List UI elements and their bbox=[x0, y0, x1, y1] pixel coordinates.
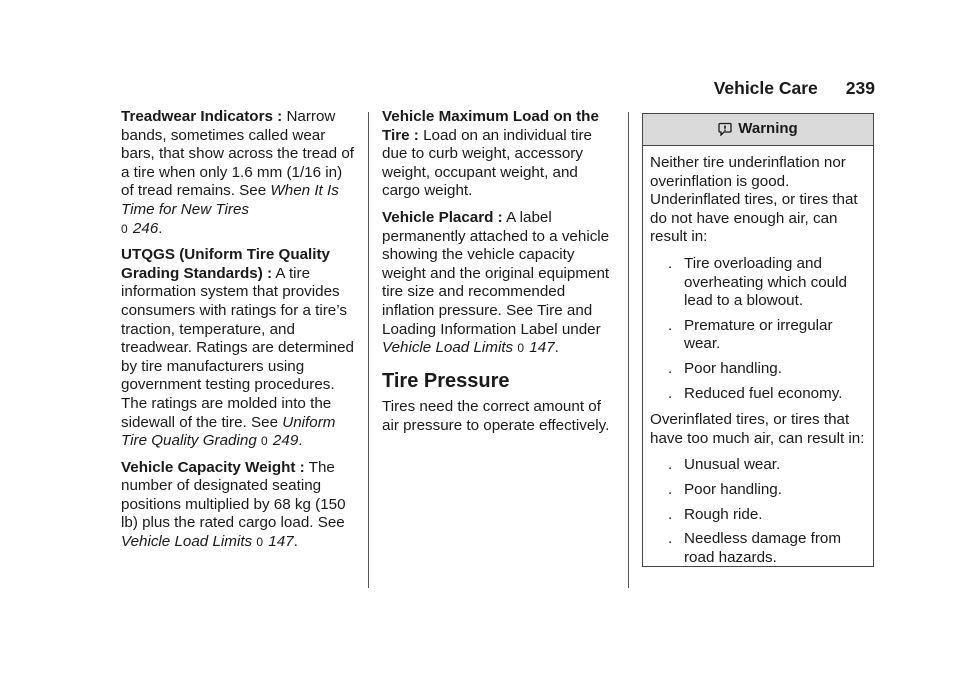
section-title: Vehicle Care bbox=[713, 78, 818, 98]
definition-placard bbox=[382, 209, 618, 358]
page-ref-arrow-icon: 0 bbox=[121, 221, 128, 236]
bullet: . bbox=[668, 456, 673, 474]
list-item bbox=[650, 456, 867, 475]
list-item bbox=[650, 530, 867, 567]
bullet: . bbox=[668, 254, 673, 272]
term: Treadwear Indicators : bbox=[121, 108, 283, 125]
list-item bbox=[650, 255, 867, 311]
bullet: . bbox=[668, 505, 673, 523]
punct: . bbox=[554, 339, 559, 357]
definition-text: The number of designated seating positions multiplied by 68 kg (150 lb) plus the rated cargo load. See bbox=[121, 458, 346, 532]
page-header bbox=[714, 78, 875, 99]
definition-text: A tire information system that provides consumers with ratings for a tire’s traction, temperature, and treadwear. Ratings are determined by tire manufacturers using government testing procedures. The ratings are molded into the sidewall of the tire. See bbox=[121, 264, 355, 431]
warning-icon bbox=[718, 122, 732, 136]
page-ref[interactable]: 246 bbox=[132, 219, 159, 237]
bullet: . bbox=[668, 530, 673, 548]
bullet: . bbox=[668, 384, 673, 402]
warning-intro: Neither tire underinflation nor overinflation is good. Underinflated tires, or tires that do not have enough air, can result in: bbox=[650, 154, 858, 246]
item-text: Tire overloading and overheating which could lead to a blowout. bbox=[684, 254, 847, 310]
list-item bbox=[650, 481, 867, 500]
column-divider bbox=[628, 112, 629, 588]
bullet: . bbox=[668, 359, 673, 377]
bullet: . bbox=[668, 316, 673, 334]
cross-reference-link[interactable]: Vehicle Load Limits bbox=[382, 339, 514, 357]
item-text: Unusual wear. bbox=[684, 456, 781, 474]
item-text: Needless damage from road hazards. bbox=[684, 530, 842, 566]
list-item bbox=[650, 385, 867, 404]
page-ref[interactable]: 147 bbox=[268, 533, 294, 551]
cross-reference-link[interactable]: When It Is Time for New Tires bbox=[121, 182, 339, 218]
warning-over-intro: Overinflated tires, or tires that have too much air, can result in: bbox=[650, 411, 865, 447]
term: UTQGS (Uniform Tire Quality Grading Standards) : bbox=[121, 246, 330, 282]
definition-text: Narrow bands, sometimes called wear bars, that show across the tread of a tire when only 1.6 mm (1/16 in) of tread remains. See bbox=[121, 108, 354, 200]
list-item bbox=[650, 317, 867, 354]
item-text: Rough ride. bbox=[684, 505, 763, 523]
column-divider bbox=[368, 112, 369, 588]
page-ref-arrow-icon: 0 bbox=[261, 434, 268, 449]
punct: . bbox=[158, 219, 163, 237]
under-list bbox=[650, 255, 867, 403]
bullet: . bbox=[668, 480, 673, 498]
definition-treadwear bbox=[121, 108, 357, 238]
list-item bbox=[650, 506, 867, 525]
over-list bbox=[650, 456, 867, 567]
cross-reference-link[interactable]: Uniform Tire Quality Grading bbox=[121, 413, 336, 450]
definition-max-load bbox=[382, 108, 618, 201]
warning-box bbox=[642, 113, 874, 567]
definition-capacity bbox=[121, 459, 357, 552]
item-text: Reduced fuel economy. bbox=[684, 384, 843, 402]
punct: . bbox=[298, 432, 303, 450]
punct: . bbox=[293, 533, 298, 551]
item-text: Poor handling. bbox=[684, 359, 782, 377]
definition-text: A label permanently attached to a vehicle showing the vehicle capacity weight and the original equipment tire size and recommended inflation pressure. See Tire and Loading Information Label under bbox=[382, 208, 610, 338]
warning-title: Warning bbox=[738, 120, 798, 138]
item-text: Premature or irregular wear. bbox=[684, 316, 833, 353]
page-ref[interactable]: 249 bbox=[272, 432, 299, 450]
list-item bbox=[650, 360, 867, 379]
term: Vehicle Capacity Weight : bbox=[121, 458, 305, 476]
cross-reference-link[interactable]: Vehicle Load Limits bbox=[121, 533, 253, 551]
item-text: Poor handling. bbox=[684, 480, 782, 498]
page-ref-arrow-icon: 0 bbox=[517, 341, 525, 356]
body-text: Tires need the correct amount of air pressure to operate effectively. bbox=[382, 398, 610, 434]
term: Vehicle Placard : bbox=[382, 208, 503, 226]
column-middle bbox=[382, 108, 618, 444]
warning-body bbox=[643, 146, 873, 567]
column-left bbox=[121, 108, 357, 560]
page-ref[interactable]: 147 bbox=[529, 339, 555, 357]
term: Vehicle Maximum Load on the Tire : bbox=[382, 108, 599, 144]
warning-header bbox=[643, 114, 873, 146]
definition-text: Load on an individual tire due to curb weight, accessory weight, occupant weight, and cargo weight. bbox=[382, 126, 592, 200]
page-number: 239 bbox=[845, 78, 875, 98]
section-heading: Tire Pressure bbox=[382, 369, 510, 392]
page-ref-arrow-icon: 0 bbox=[256, 535, 264, 550]
definition-utqgs bbox=[121, 246, 357, 451]
